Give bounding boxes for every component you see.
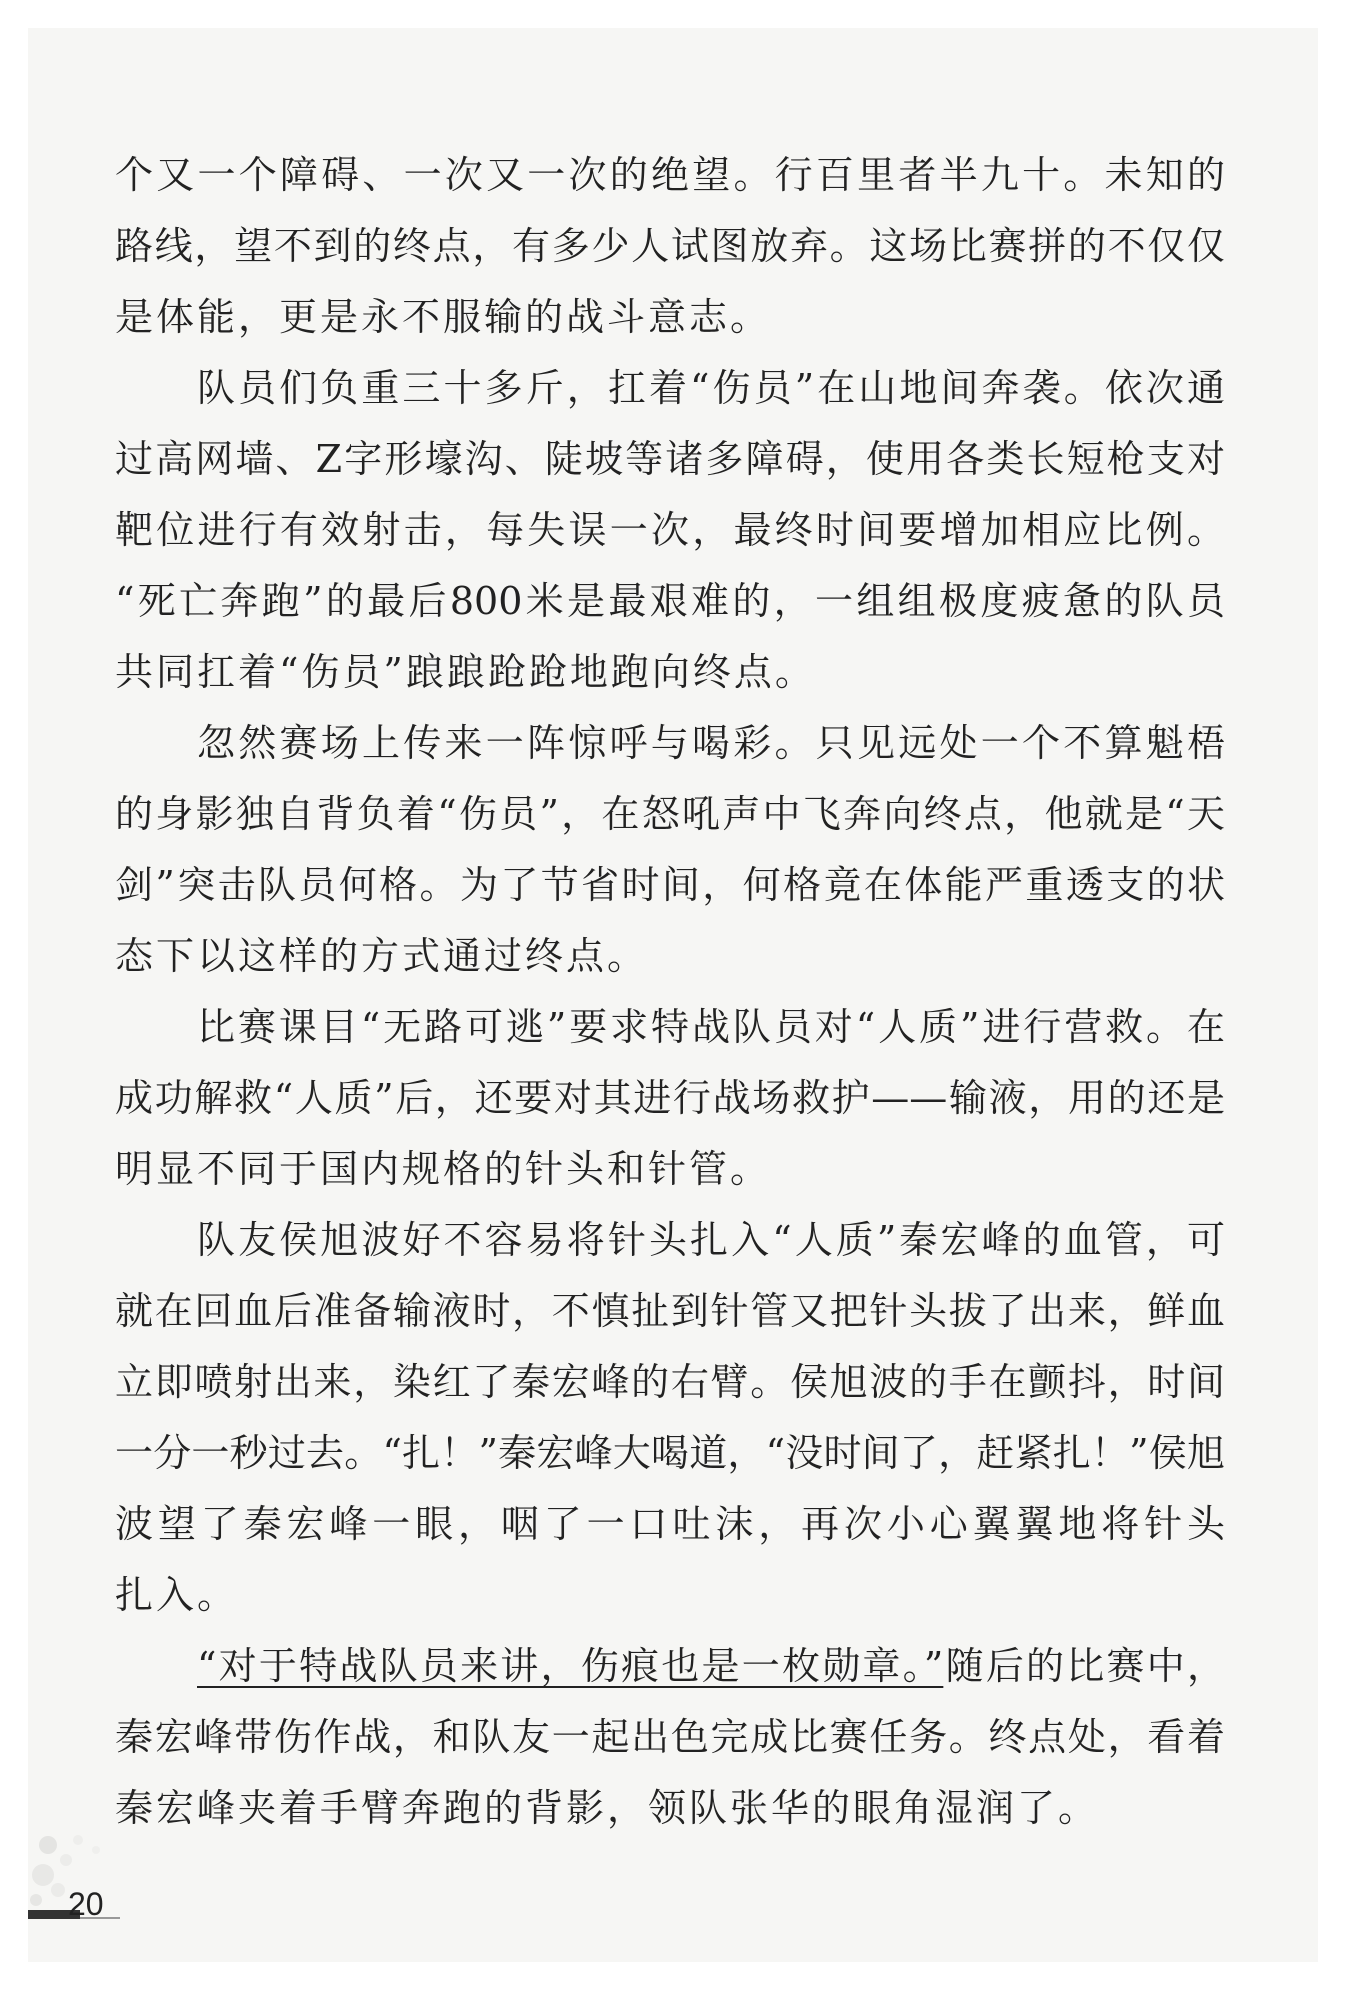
article-body (115, 140, 1225, 1844)
text-line: 扎入。 (115, 1573, 239, 1617)
text-line: 秦宏峰带伤作战，和队友一起出色完成比赛任务。终点处，看着 (115, 1715, 1225, 1759)
paragraph-5 (115, 1205, 1225, 1631)
paragraph-1 (115, 140, 1225, 353)
text-line (115, 1631, 1225, 1702)
text-span: 随后的比赛中， (943, 1644, 1225, 1688)
text-line: 就在回血后准备输液时，不慎扯到针管又把针头拔了出来，鲜血 (115, 1289, 1225, 1333)
text-line: 靶位进行有效射击，每失误一次，最终时间要增加相应比例。 (115, 508, 1225, 552)
text-line: 路线，望不到的终点，有多少人试图放弃。这场比赛拼的不仅仅 (115, 224, 1225, 268)
text-line: 忽然赛场上传来一阵惊呼与喝彩。只见远处一个不算魁梧 (197, 721, 1225, 765)
text-line: 过高网墙、Z字形壕沟、陡坡等诸多障碍，使用各类长短枪支对 (115, 437, 1225, 481)
text-line: 队友侯旭波好不容易将针头扎入“人质”秦宏峰的血管，可 (197, 1218, 1225, 1262)
paragraph-6 (115, 1631, 1225, 1844)
text-line: 立即喷射出来，染红了秦宏峰的右臂。侯旭波的手在颤抖，时间 (115, 1360, 1225, 1404)
text-line: 剑”突击队员何格。为了节省时间，何格竟在体能严重透支的状 (115, 863, 1225, 907)
page-number: 20 (68, 1886, 104, 1922)
underlined-quote: “对于特战队员来讲，伤痕也是一枚勋章。” (197, 1644, 944, 1688)
text-line: 队员们负重三十多斤，扛着“伤员”在山地间奔袭。依次通 (197, 366, 1225, 410)
text-line: 比赛课目“无路可逃”要求特战队员对“人质”进行营救。在 (197, 1005, 1225, 1049)
text-line: 共同扛着“伤员”踉踉跄跄地跑向终点。 (115, 650, 816, 694)
text-line: 一分一秒过去。“扎！”秦宏峰大喝道，“没时间了，赶紧扎！”侯旭 (115, 1431, 1225, 1475)
text-line: 秦宏峰夹着手臂奔跑的背影，领队张华的眼角湿润了。 (115, 1786, 1100, 1830)
paragraph-2 (115, 353, 1225, 708)
paragraph-3 (115, 708, 1225, 992)
text-line: 明显不同于国内规格的针头和针管。 (115, 1147, 772, 1191)
text-line: “死亡奔跑”的最后800米是最艰难的，一组组极度疲惫的队员 (115, 579, 1225, 623)
text-line: 态下以这样的方式通过终点。 (115, 934, 649, 978)
text-line: 的身影独自背负着“伤员”，在怒吼声中飞奔向终点，他就是“天 (115, 792, 1225, 836)
paragraph-4 (115, 992, 1225, 1205)
text-line: 波望了秦宏峰一眼，咽了一口吐沫，再次小心翼翼地将针头 (115, 1502, 1225, 1546)
text-line: 是体能，更是永不服输的战斗意志。 (115, 295, 772, 339)
text-line: 个又一个障碍、一次又一次的绝望。行百里者半九十。未知的 (115, 153, 1225, 197)
text-line: 成功解救“人质”后，还要对其进行战场救护——输液，用的还是 (115, 1076, 1225, 1120)
